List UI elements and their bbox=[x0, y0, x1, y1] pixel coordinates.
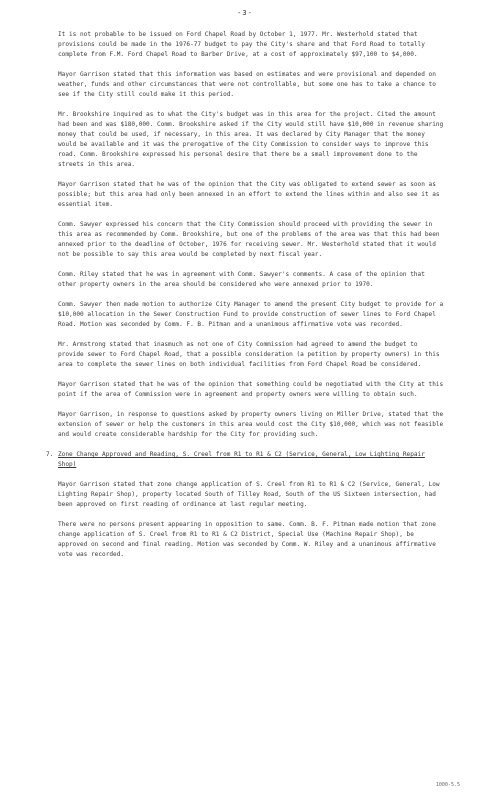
paragraph: Comm. Riley stated that he was in agreement with Comm. Sawyer's comments. A case of the opinion that other property owners in the area should be considered who were annexed prior to 1970. bbox=[58, 271, 425, 288]
paragraph: It is not probable to be issued on Ford Chapel Road by October 1, 1977. Mr. Westerhold stated that provisions could be made in the 1976-77 budget to pay the City's share and that Ford Road to totally complete from F.M. Ford Chapel Road to Barber Drive, at a cost of approximately $97,100 to $4,000. bbox=[58, 31, 425, 58]
paragraph: Mayor Garrison, in response to questions asked by property owners living on Miller Drive, stated that the extension of sewer or help the customers in this area would cost the City $10,000, which was not feasible and would create considerable hardship for the City for providing such. bbox=[58, 411, 444, 438]
paragraph: Mr. Brookshire inquired as to what the City's budget was in this area for the project. Cited the amount had been and was $180,000. Comm. Brookshire asked if the City would still have $10,000 in revenue sharing money that could be used, if necessary, in this area. It was declared by City Manager that the money would be available and it was the prerogative of the City Commission to consider ways to improve this road. Comm. Brookshire expressed his personal desire that there be a small improvement done to the streets in this area. bbox=[58, 111, 444, 168]
footer-code: 1000-5.5 bbox=[435, 782, 460, 788]
paragraph: Mayor Garrison stated that he was of the opinion that the City was obligated to extend sewer as soon as possible; but this area had only been annexed in an effort to extend the lines within and also see it as essential item. bbox=[58, 181, 440, 208]
paragraph: There were no persons present appearing in opposition to same. Comm. B. F. Pitman made motion that zone change application of S. Creel from R1 to R1 & C2 District, Special Use (Machine Repair Shop), be approved on second and final reading. Motion was seconded by Comm. W. Riley and a unanimous affirmative vote was recorded. bbox=[58, 521, 436, 558]
paragraph: Mr. Armstrong stated that inasmuch as not one of City Commission had agreed to amend the budget to provide sewer to Ford Chapel Road, that a possible consideration (a petition by property owners) in this area to complete the sewer lines on both individual facilities from Ford Chapel Road be considered. bbox=[58, 341, 440, 368]
paragraph: Comm. Sawyer expressed his concern that the City Commission should proceed with providing the sewer in this area as recommended by Comm. Brookshire, but one of the problems of the area was that this had been annexed prior to the deadline of October, 1976 for receiving sewer. Mr. Westerhold stated that it would not be possible to say this area would be completed by next fiscal year. bbox=[58, 221, 440, 258]
agenda-item bbox=[46, 450, 444, 470]
agenda-item-title: Zone Change Approved and Reading, S. Creel from R1 to R1 & C2 (Service, General, Low Lighting Repair Shop) bbox=[58, 451, 425, 468]
document-body bbox=[46, 30, 444, 570]
agenda-item-number: 7. bbox=[46, 451, 54, 458]
paragraph: Mayor Garrison stated that this information was based on estimates and were provisional and depended on weather, funds and other circumstances that were not controllable, but some one has to take a chance to see if the City still could make it this period. bbox=[58, 71, 436, 98]
paragraph: Comm. Sawyer then made motion to authorize City Manager to amend the present City budget to provide for a $10,000 allocation in the Sewer Construction Fund to provide construction of sewer lines to Ford Chapel Road. Motion was seconded by Comm. F. B. Pitman and a unanimous affirmative vote was recorded. bbox=[58, 301, 444, 328]
paragraph: Mayor Garrison stated that zone change application of S. Creel from R1 to R1 & C2 (Service, General, Low Lighting Repair Shop), property located South of Tilley Road, South of the US Sixteen intersection, had been approved on first reading of ordinance at last regular meeting. bbox=[58, 481, 440, 508]
page-number: -3- bbox=[237, 9, 253, 17]
paragraph: Mayor Garrison stated that he was of the opinion that something could be negotiated with the City at this point if the area of Commission were in agreement and property owners were willing to obtain such. bbox=[58, 381, 444, 398]
